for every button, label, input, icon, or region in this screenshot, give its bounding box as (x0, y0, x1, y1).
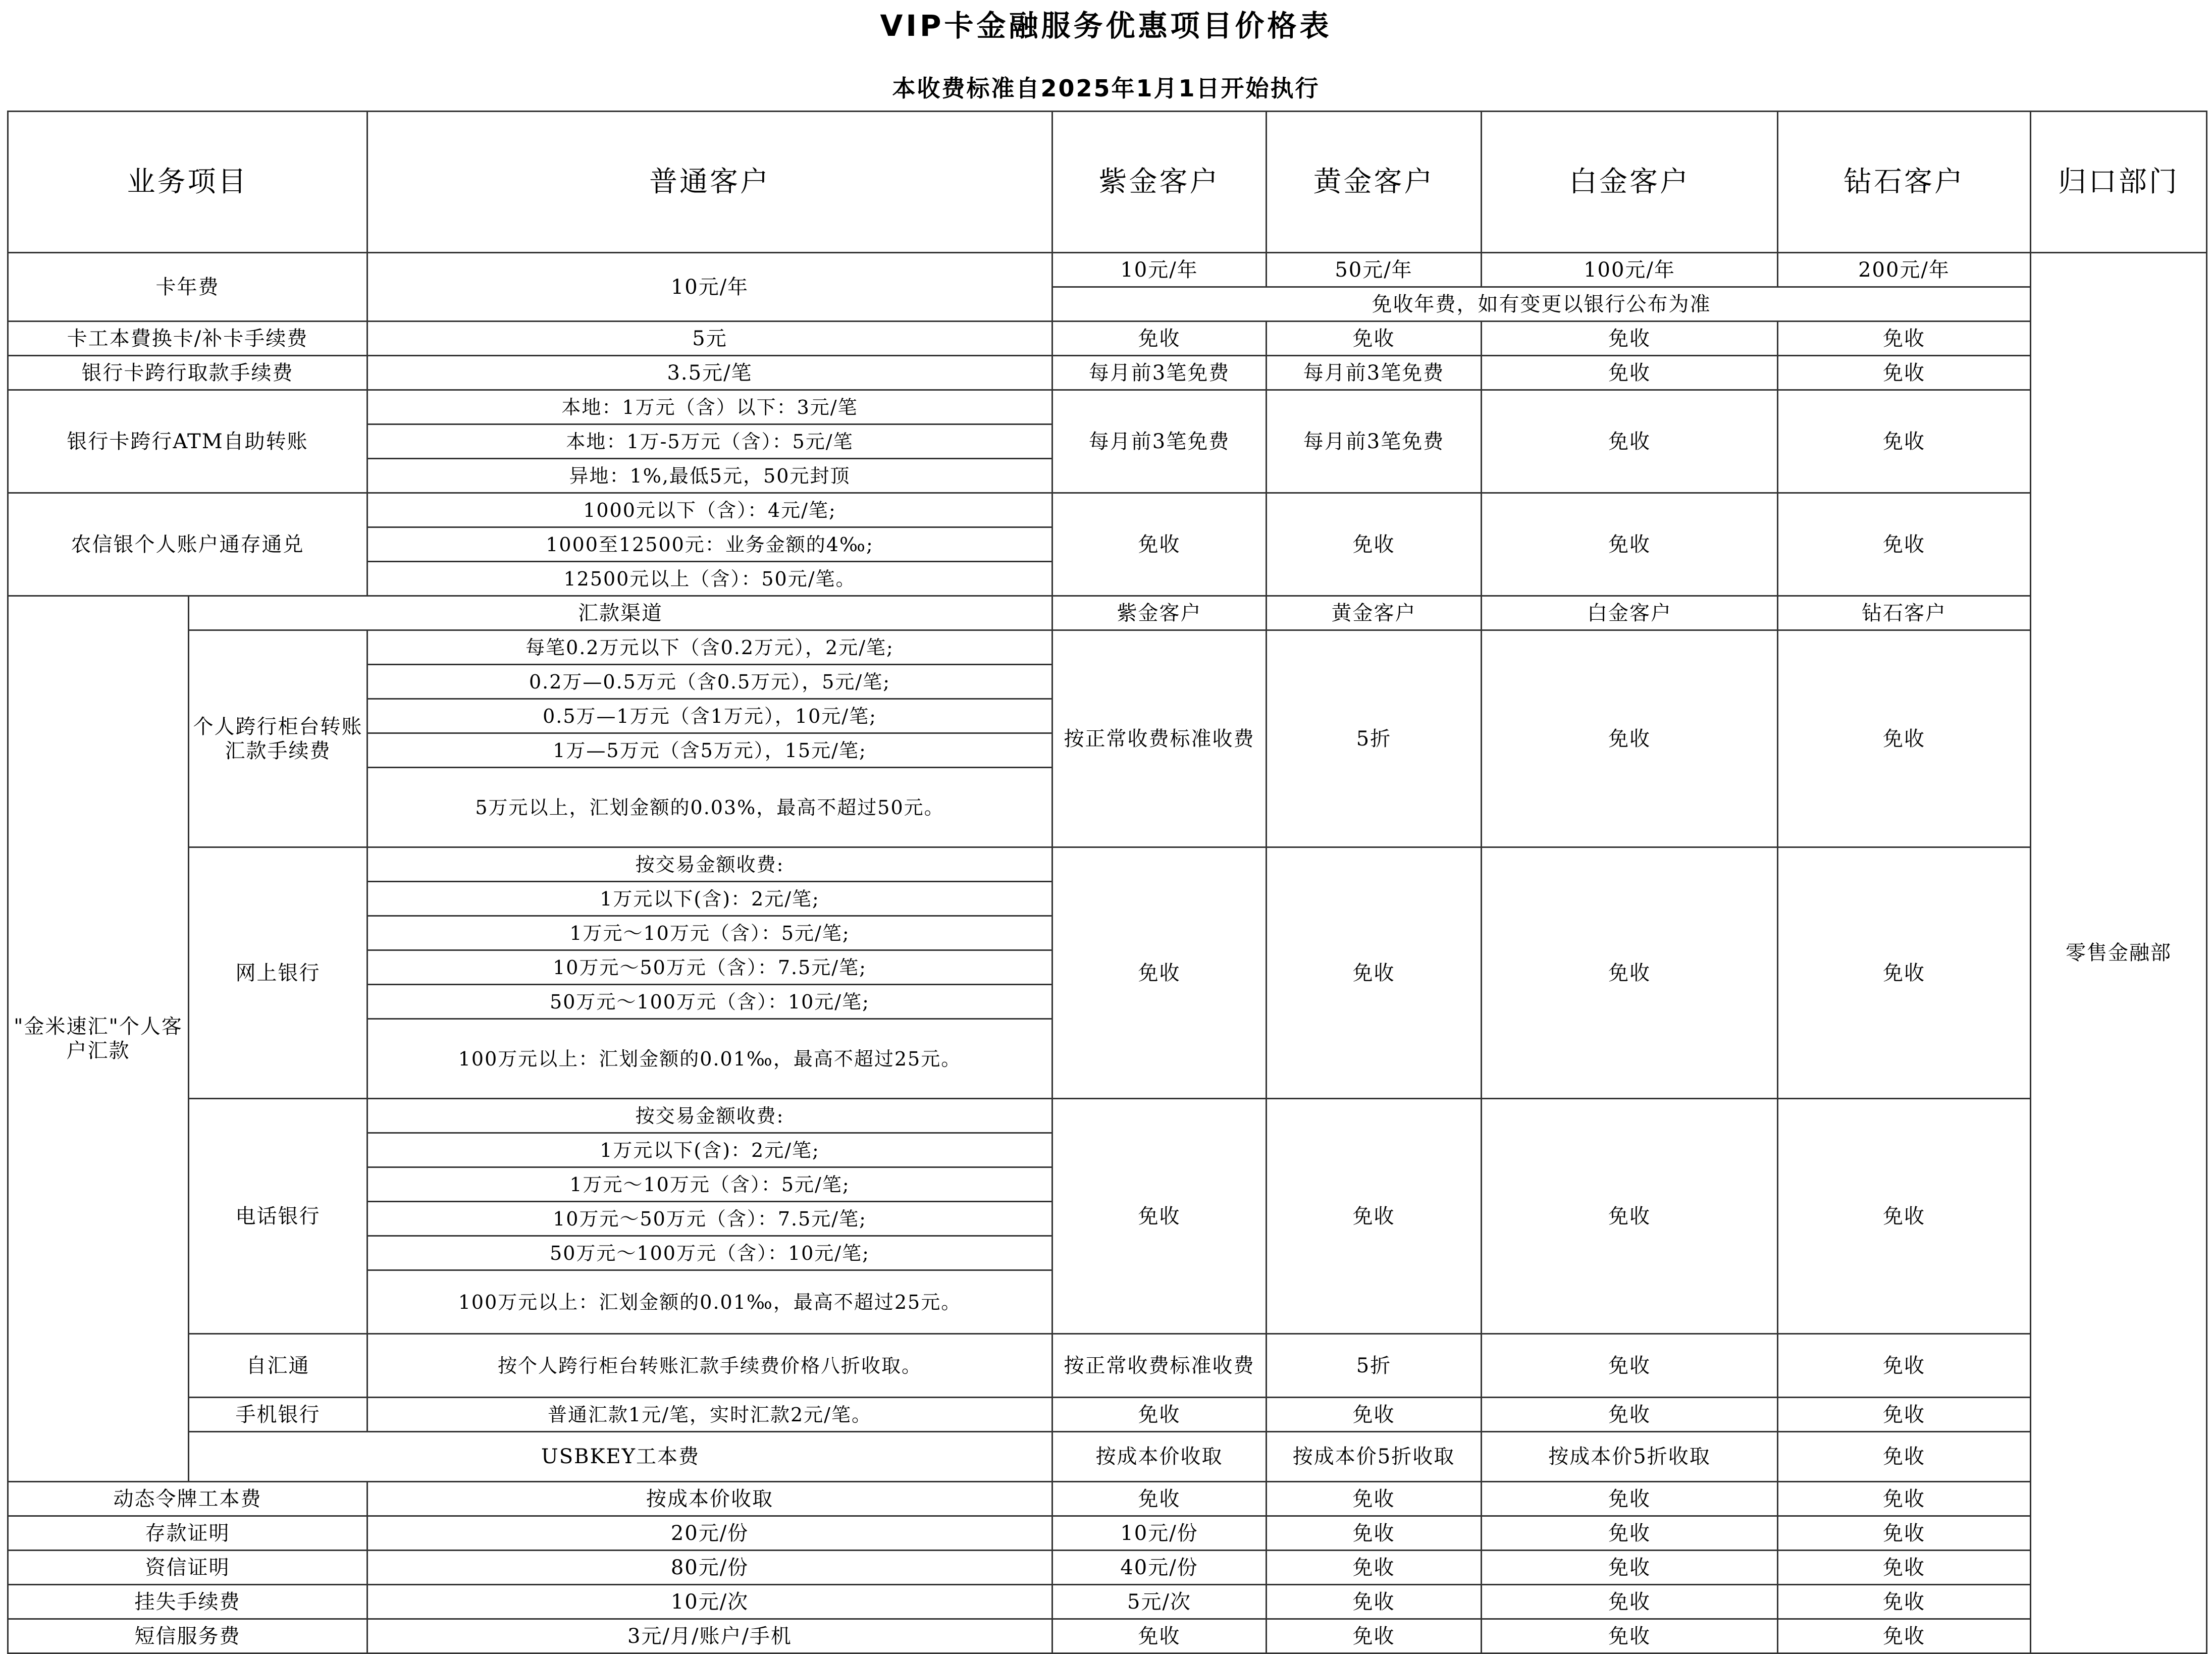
cell-normal-line: 10万元～50万元（含）：7.5元/笔; (367, 1202, 1052, 1236)
table-row (8, 493, 2207, 527)
cell-normal: 3元/月/账户/手机 (367, 1619, 1052, 1653)
cell-diamond: 免收 (1778, 630, 2031, 847)
cell-normal-line: 本地：1万元（含）以下：3元/笔 (367, 390, 1052, 424)
cell-platinum: 免收 (1482, 322, 1778, 356)
row-label: 网上银行 (189, 847, 367, 1099)
cell-normal-line: 5万元以上，汇划金额的0.03%，最高不超过50元。 (367, 768, 1052, 847)
channel-header-platinum: 白金客户 (1482, 596, 1778, 630)
channel-header-purple: 紫金客户 (1052, 596, 1267, 630)
cell-normal-line: 异地：1%,最低5元，50元封顶 (367, 459, 1052, 493)
cell-purple: 10元/份 (1052, 1516, 1267, 1551)
table-row (8, 1099, 2207, 1133)
cell-diamond: 免收 (1778, 847, 2031, 1099)
cell-gold: 免收 (1267, 322, 1482, 356)
row-label: 个人跨行柜台转账汇款手续费 (189, 630, 367, 847)
table-row (8, 1334, 2207, 1398)
cell-diamond: 免收 (1778, 390, 2031, 493)
header-gold: 黄金客户 (1267, 112, 1482, 253)
cell-gold: 免收 (1267, 1482, 1482, 1516)
cell-normal-line: 1000至12500元：业务金额的4‰; (367, 527, 1052, 562)
row-label: 手机银行 (189, 1398, 367, 1432)
cell-normal-line: 1万元～10万元（含）：5元/笔; (367, 916, 1052, 950)
cell-gold: 50元/年 (1267, 253, 1482, 287)
header-platinum: 白金客户 (1482, 112, 1778, 253)
cell-normal-line: 本地：1万-5万元（含）：5元/笔 (367, 424, 1052, 459)
cell-normal-line: 50万元～100万元（含）：10元/笔; (367, 1236, 1052, 1270)
cell-platinum: 免收 (1482, 630, 1778, 847)
cell-platinum: 免收 (1482, 1516, 1778, 1551)
row-label: 短信服务费 (8, 1619, 367, 1653)
cell-normal: 5元 (367, 322, 1052, 356)
cell-normal-line: 50万元～100万元（含）：10元/笔; (367, 985, 1052, 1019)
row-label: 动态令牌工本费 (8, 1482, 367, 1516)
cell-platinum: 免收 (1482, 1334, 1778, 1398)
row-label: 挂失手续费 (8, 1585, 367, 1619)
cell-diamond: 免收 (1778, 1516, 2031, 1551)
cell-gold: 免收 (1267, 1619, 1482, 1653)
row-label: 电话银行 (189, 1099, 367, 1334)
fee-table (7, 111, 2207, 1654)
cell-purple: 免收 (1052, 847, 1267, 1099)
cell-normal-line: 0.5万—1万元（含1万元），10元/笔; (367, 699, 1052, 733)
table-row (8, 1432, 2207, 1482)
cell-purple: 免收 (1052, 493, 1267, 596)
cell-platinum: 免收 (1482, 1551, 1778, 1585)
cell-diamond: 免收 (1778, 1482, 2031, 1516)
table-row (8, 1482, 2207, 1516)
cell-normal-line: 100万元以上：汇划金额的0.01‰，最高不超过25元。 (367, 1270, 1052, 1334)
cell-diamond: 免收 (1778, 356, 2031, 390)
cell-normal: 按个人跨行柜台转账汇款手续费价格八折收取。 (367, 1334, 1052, 1398)
row-label: 自汇通 (189, 1334, 367, 1398)
cell-normal-line: 0.2万—0.5万元（含0.5万元），5元/笔; (367, 665, 1052, 699)
cell-normal-line: 按交易金额收费: (367, 1099, 1052, 1133)
cell-purple: 按成本价5折收取 (1267, 1432, 1482, 1482)
header-diamond: 钻石客户 (1778, 112, 2031, 253)
header-row (8, 112, 2207, 253)
cell-diamond: 免收 (1778, 1551, 2031, 1585)
cell-normal-line: 100万元以上：汇划金额的0.01‰，最高不超过25元。 (367, 1019, 1052, 1099)
cell-platinum: 免收 (1482, 1482, 1778, 1516)
cell-platinum: 免收 (1482, 356, 1778, 390)
table-row (8, 1516, 2207, 1551)
cell-gold: 免收 (1267, 1551, 1482, 1585)
annual-fee-note: 免收年费，如有变更以银行公布为准 (1052, 287, 2031, 322)
cell-platinum: 100元/年 (1482, 253, 1778, 287)
channel-header-diamond: 钻石客户 (1778, 596, 2031, 630)
page-title: VIP卡金融服务优惠项目价格表 (880, 9, 1332, 43)
cell-platinum: 免收 (1482, 493, 1778, 596)
cell-purple: 免收 (1052, 1619, 1267, 1653)
table-row (8, 253, 2207, 287)
row-label: 银行卡跨行ATM自助转账 (8, 390, 367, 493)
cell-normal-line: 1万—5万元（含5万元），15元/笔; (367, 733, 1052, 768)
cell-platinum: 免收 (1482, 1585, 1778, 1619)
cell-normal: 10元/年 (367, 253, 1052, 322)
header-item: 业务项目 (8, 112, 367, 253)
cell-gold: 免收 (1267, 1516, 1482, 1551)
cell-platinum: 免收 (1482, 1099, 1778, 1334)
cell-platinum: 免收 (1482, 390, 1778, 493)
table-row (8, 356, 2207, 390)
cell-normal: 普通汇款1元/笔，实时汇款2元/笔。 (367, 1398, 1052, 1432)
row-label: 农信银个人账户通存通兑 (8, 493, 367, 596)
cell-purple: 免收 (1052, 1482, 1267, 1516)
table-row (8, 596, 2207, 630)
cell-normal-line: 12500元以上（含）：50元/笔。 (367, 562, 1052, 596)
cell-normal-line: 1万元～10万元（含）：5元/笔; (367, 1167, 1052, 1202)
cell-gold: 5折 (1267, 1334, 1482, 1398)
cell-purple: 按正常收费标准收费 (1052, 630, 1267, 847)
cell-diamond: 免收 (1778, 1334, 2031, 1398)
cell-gold: 按成本价5折收取 (1482, 1432, 1778, 1482)
cell-purple: 每月前3笔免费 (1052, 390, 1267, 493)
row-label: 卡工本費换卡/补卡手续费 (8, 322, 367, 356)
cell-diamond: 免收 (1778, 1398, 2031, 1432)
cell-normal: 3.5元/笔 (367, 356, 1052, 390)
table-row (8, 390, 2207, 424)
page-subtitle: 本收费标准自2025年1月1日开始执行 (892, 75, 1320, 102)
cell-diamond: 免收 (1778, 493, 2031, 596)
cell-purple: 10元/年 (1052, 253, 1267, 287)
cell-gold: 每月前3笔免费 (1267, 390, 1482, 493)
table-row (8, 630, 2207, 665)
cell-normal: 按成本价收取 (367, 1482, 1052, 1516)
cell-purple: 40元/份 (1052, 1551, 1267, 1585)
row-label: 资信证明 (8, 1551, 367, 1585)
channel-header-gold: 黄金客户 (1267, 596, 1482, 630)
cell-diamond: 200元/年 (1778, 253, 2031, 287)
cell-purple: 按正常收费标准收费 (1052, 1334, 1267, 1398)
department-cell: 零售金融部 (2031, 253, 2207, 1653)
cell-diamond: 免收 (1778, 322, 2031, 356)
row-label: USBKEY工本费 (189, 1432, 1052, 1482)
table-row (8, 1585, 2207, 1619)
cell-normal-line: 1000元以下（含）：4元/笔; (367, 493, 1052, 527)
cell-gold: 免收 (1267, 1585, 1482, 1619)
cell-purple: 每月前3笔免费 (1052, 356, 1267, 390)
cell-diamond: 免收 (1778, 1585, 2031, 1619)
cell-purple: 5元/次 (1052, 1585, 1267, 1619)
cell-gold: 免收 (1267, 1099, 1482, 1334)
cell-diamond: 免收 (1778, 1099, 2031, 1334)
header-normal: 普通客户 (367, 112, 1052, 253)
table-row (8, 322, 2207, 356)
cell-gold: 免收 (1267, 847, 1482, 1099)
table-row (8, 1551, 2207, 1585)
cell-normal: 按成本价收取 (1052, 1432, 1267, 1482)
cell-gold: 每月前3笔免费 (1267, 356, 1482, 390)
cell-platinum: 免收 (1482, 1398, 1778, 1432)
cell-platinum: 免收 (1482, 847, 1778, 1099)
cell-purple: 免收 (1052, 1398, 1267, 1432)
table-row (8, 847, 2207, 882)
cell-normal-line: 每笔0.2万元以下（含0.2万元），2元/笔; (367, 630, 1052, 665)
cell-purple: 免收 (1052, 322, 1267, 356)
cell-gold: 免收 (1267, 493, 1482, 596)
row-label: 存款证明 (8, 1516, 367, 1551)
row-label: 银行卡跨行取款手续费 (8, 356, 367, 390)
cell-platinum: 免收 (1778, 1432, 2031, 1482)
cell-platinum: 免收 (1482, 1619, 1778, 1653)
cell-normal-line: 按交易金额收费: (367, 847, 1052, 882)
table-row (8, 1398, 2207, 1432)
table-row (8, 1619, 2207, 1653)
cell-normal: 10元/次 (367, 1585, 1052, 1619)
cell-normal-line: 1万元以下(含)：2元/笔; (367, 882, 1052, 916)
cell-normal: 20元/份 (367, 1516, 1052, 1551)
cell-normal: 80元/份 (367, 1551, 1052, 1585)
cell-gold: 5折 (1267, 630, 1482, 847)
header-purple: 紫金客户 (1052, 112, 1267, 253)
channel-header: 汇款渠道 (189, 596, 1052, 630)
remit-group-label: "金米速汇"个人客户汇款 (8, 596, 189, 1482)
cell-diamond: 免收 (1778, 1619, 2031, 1653)
header-department: 归口部门 (2031, 112, 2207, 253)
cell-purple: 免收 (1052, 1099, 1267, 1334)
cell-gold: 免收 (1267, 1398, 1482, 1432)
row-label: 卡年费 (8, 253, 367, 322)
cell-normal-line: 10万元～50万元（含）：7.5元/笔; (367, 950, 1052, 985)
cell-normal-line: 1万元以下(含)：2元/笔; (367, 1133, 1052, 1167)
